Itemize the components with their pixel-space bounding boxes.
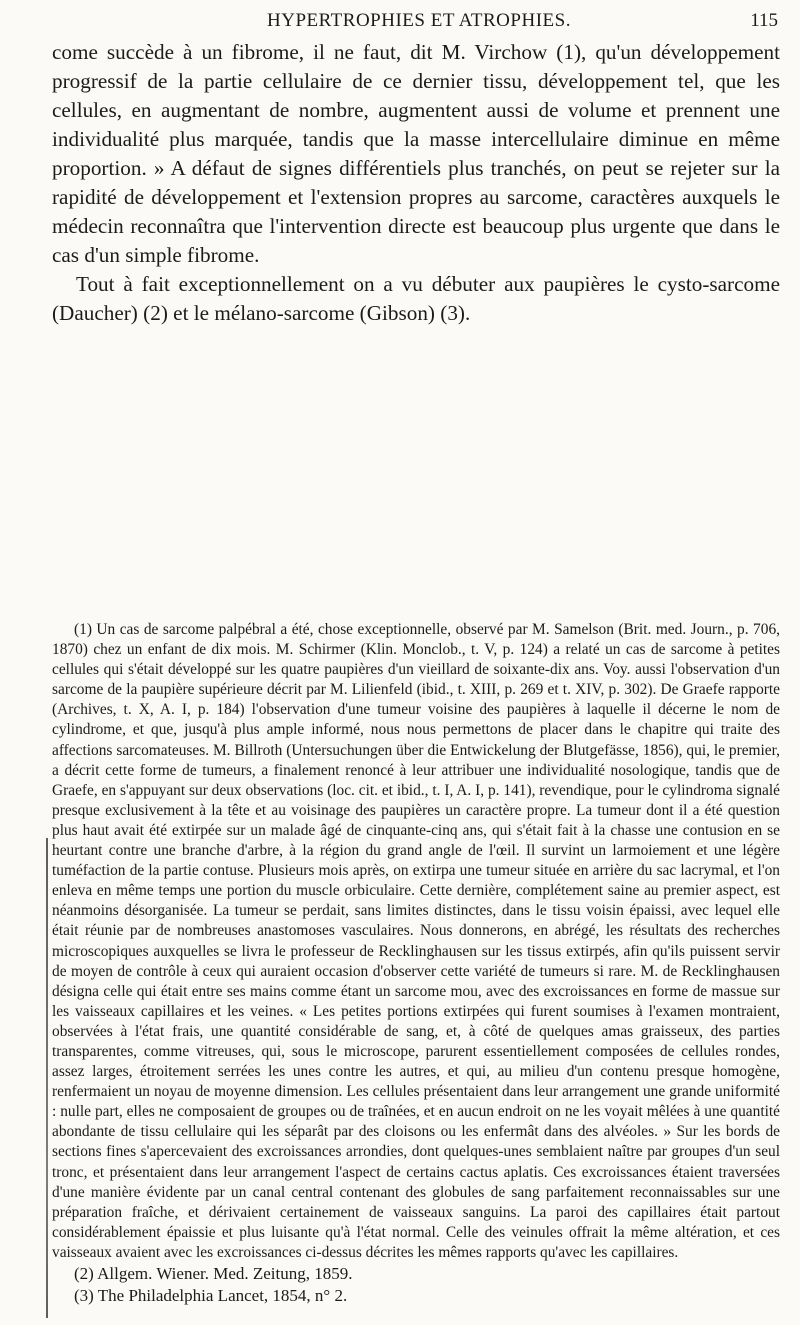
running-title: HYPERTROPHIES ET ATROPHIES. (267, 10, 571, 31)
footnote-3: (3) The Philadelphia Lancet, 1854, n° 2. (74, 1286, 348, 1305)
body-paragraph: Tout à fait exceptionnellement on a vu débuter aux paupières le cysto-sarcome (Daucher) (2) et le mélano-sarcome (Gibson) (3). (52, 272, 780, 325)
footnotes (52, 620, 780, 1307)
page-header (52, 8, 786, 38)
footnote-2: (2) Allgem. Wiener. Med. Zeitung, 1859. (74, 1264, 353, 1283)
footnote-1: (1) Un cas de sarcome palpébral a été, chose exceptionnelle, observé par M. Samelson (Brit. med. Journ., p. 706, 1870) chez un enfant de dix mois. M. Schirmer (Klin. Monclob., t. V, p. 124) a relaté un cas de sarcome à petites cellules qui s'était développé sur les quatre paupières d'un vieillard de soixante-dix ans. Voy. aussi l'observation d'un sarcome de la paupière supérieure décrit par M. Lilienfeld (ibid., t. XIII, p. 269 et t. XIV, p. 302). De Graefe rapporte (Archives, t. X, A. I, p. 184) l'observation d'une tumeur voisine des paupières à laquelle il décerne le nom de cylindrome, et que, jusqu'à plus ample informé, nous nous permettons de placer dans le chapitre qui traite des affections sarcomateuses. M. Billroth (Untersuchungen über die Entwickelung der Blutgefässe, 1856), qui, le premier, a décrit cette forme de tumeurs, a finalement renoncé à leur attribuer une individualité nosologique, tandis que de Graefe, en s'appuyant sur deux observations (loc. cit. et ibid., t. I, A. I, p. 141), revendique, pour le cylindroma signalé presque exclusivement à la tête et au voisinage des paupières un caractère propre. La tumeur dont il a été question plus haut avait été extirpée sur un malade âgé de cinquante-cinq ans, qui s'était fait à la chasse une contusion en se heurtant contre une branche d'arbre, à la région du grand angle de l'œil. Il survint un larmoiement et une légère tuméfaction de la partie contuse. Plusieurs mois après, on extirpa une tumeur située en arrière du sac lacrymal, et l'on enleva en même temps une portion du muscle orbiculaire. Cette dernière, complétement saine au premier aspect, est néanmoins désorganisée. La tumeur se perdait, sans limites distinctes, dans le tissu voisin épaissi, avec lequel elle était réunie par de nombreuses anastomoses vasculaires. Nous donnerons, en abrégé, les résultats des recherches microscopiques auxquelles se livra le professeur de Recklinghausen sur les tissus extirpés, afin qu'ils puissent servir de moyen de contrôle à ceux qui auraient occasion d'observer cette variété de tumeurs si rare. M. de Recklinghausen désigna celle qui était entre ses mains comme étant un sarcome mou, avec des excroissances en forme de massue sur les vaisseaux capillaires et les veines. « Les petites portions extirpées qui furent soumises à l'examen montraient, observées à l'état frais, une quantité considérable de sang, et, à côté de quelques amas graisseux, des parties transparentes, comme vitreuses, qui, sous le microscope, parurent essentiellement composées de cellules rondes, assez larges, étroitement serrées les unes contre les autres, et qui, au milieu d'un contenu presque homogène, renfermaient un noyau de moyenne dimension. Les cellules présentaient dans leur arrangement une grande uniformité : nulle part, elles ne composaient de groupes ou de traînées, et en aucun endroit on ne les voyait mêlées à une quantité abondante de tissu cellulaire qui les séparât par des cloisons ou les enfermât dans des alvéoles. » Sur les bords de sections fines s'apercevaient des excroissances arrondies, dont quelques-unes semblaient naître par groupes d'un seul tronc, et présentaient dans leur arrangement l'aspect de certains cactus aplatis. Ces excroissances étaient traversées d'une manière évidente par un canal central contenant des globules de sang parfaitement reconnaissables sur une préparation fraîche, et dérivaient certainement de vaisseaux sanguins. La paroi des capillaires était partout considérablement épaissie et plus luisante qu'à l'état normal. Celle des veinules offrait la même altération, et ces vaisseaux avaient avec les excroissances ci-dessus décrites les mêmes rapports qu'avec les capillaires. (52, 621, 780, 1261)
body-paragraph: come succède à un fibrome, il ne faut, dit M. Virchow (1), qu'un développement progressif de la partie cellulaire de ce dernier tissu, développement tel, que les cellules, en augmentant de nombre, augmentent aussi de volume et prennent une individualité plus marquée, tandis que la masse intercellulaire diminue en même proportion. » A défaut de signes différentiels plus tranchés, on peut se rejeter sur la rapidité de développement et l'extension propres au sarcome, caractères auxquels le médecin reconnaîtra que l'intervention directe est beaucoup plus urgente que dans le cas d'un simple fibrome. (52, 40, 780, 267)
body-text (52, 38, 780, 328)
page-number: 115 (750, 10, 778, 31)
binding-edge-line (46, 838, 48, 1318)
footnote-references (52, 1263, 780, 1307)
